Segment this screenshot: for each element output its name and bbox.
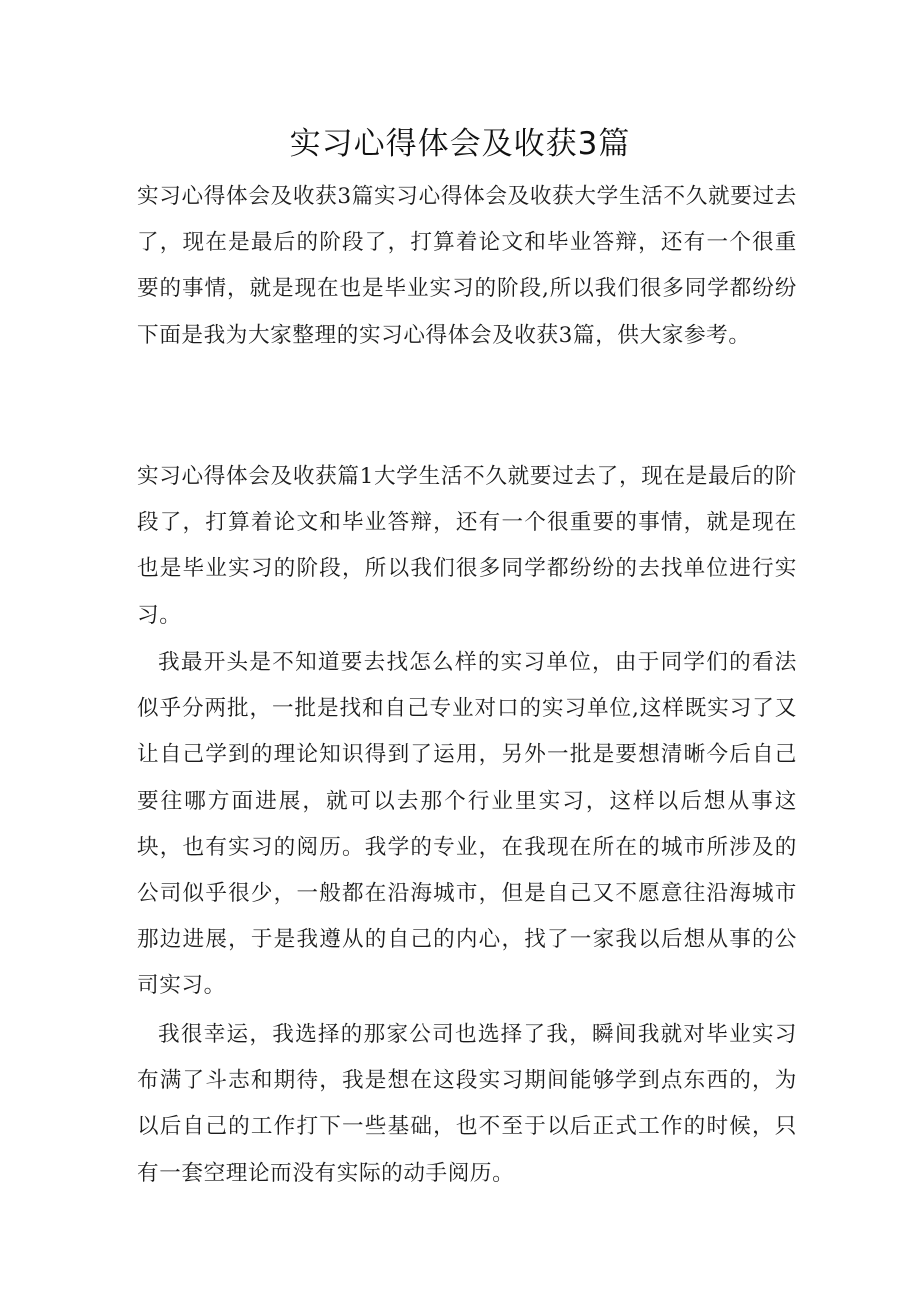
page-title: 实习心得体会及收获3篇 bbox=[289, 126, 631, 162]
intro-paragraph: 实习心得体会及收获3篇实习心得体会及收获大学生活不久就要过去了，现在是最后的阶段了，打算着论文和毕业答辩，还有一个很重要的事情，就是现在也是毕业实习的阶段,所以我们很多同学都纷纷下面是我为大家整理的实习心得体会及收获3篇，供大家参考。 bbox=[137, 184, 797, 348]
article-one-paragraph-2: 我最开头是不知道要去找怎么样的实习单位，由于同学们的看法似乎分两批，一批是找和自己专业对口的实习单位,这样既实习了又让自己学到的理论知识得到了运用，另外一批是要想清晰今后自己要往哪方面进展，就可以去那个行业里实习，这样以后想从事这块，也有实习的阅历。我学的专业，在我现在所在的城市所涉及的公司似乎很少，一般都在沿海城市，但是自己又不愿意往沿海城市那边进展，于是我遵从的自己的内心，找了一家我以后想从事的公司实习。 bbox=[137, 650, 797, 999]
article-one-paragraph-3: 我很幸运，我选择的那家公司也选择了我，瞬间我就对毕业实习布满了斗志和期待，我是想在这段实习期间能够学到点东西的，为以后自己的工作打下一些基础，也不至于以后正式工作的时候，只有一套空理论而没有实际的动手阅历。 bbox=[137, 1022, 797, 1186]
article-one-opening-paragraph: 实习心得体会及收获篇1大学生活不久就要过去了，现在是最后的阶段了，打算着论文和毕业答辩，还有一个很重要的事情，就是现在也是毕业实习的阶段，所以我们很多同学都纷纷的去找单位进行实习。 bbox=[137, 464, 797, 628]
